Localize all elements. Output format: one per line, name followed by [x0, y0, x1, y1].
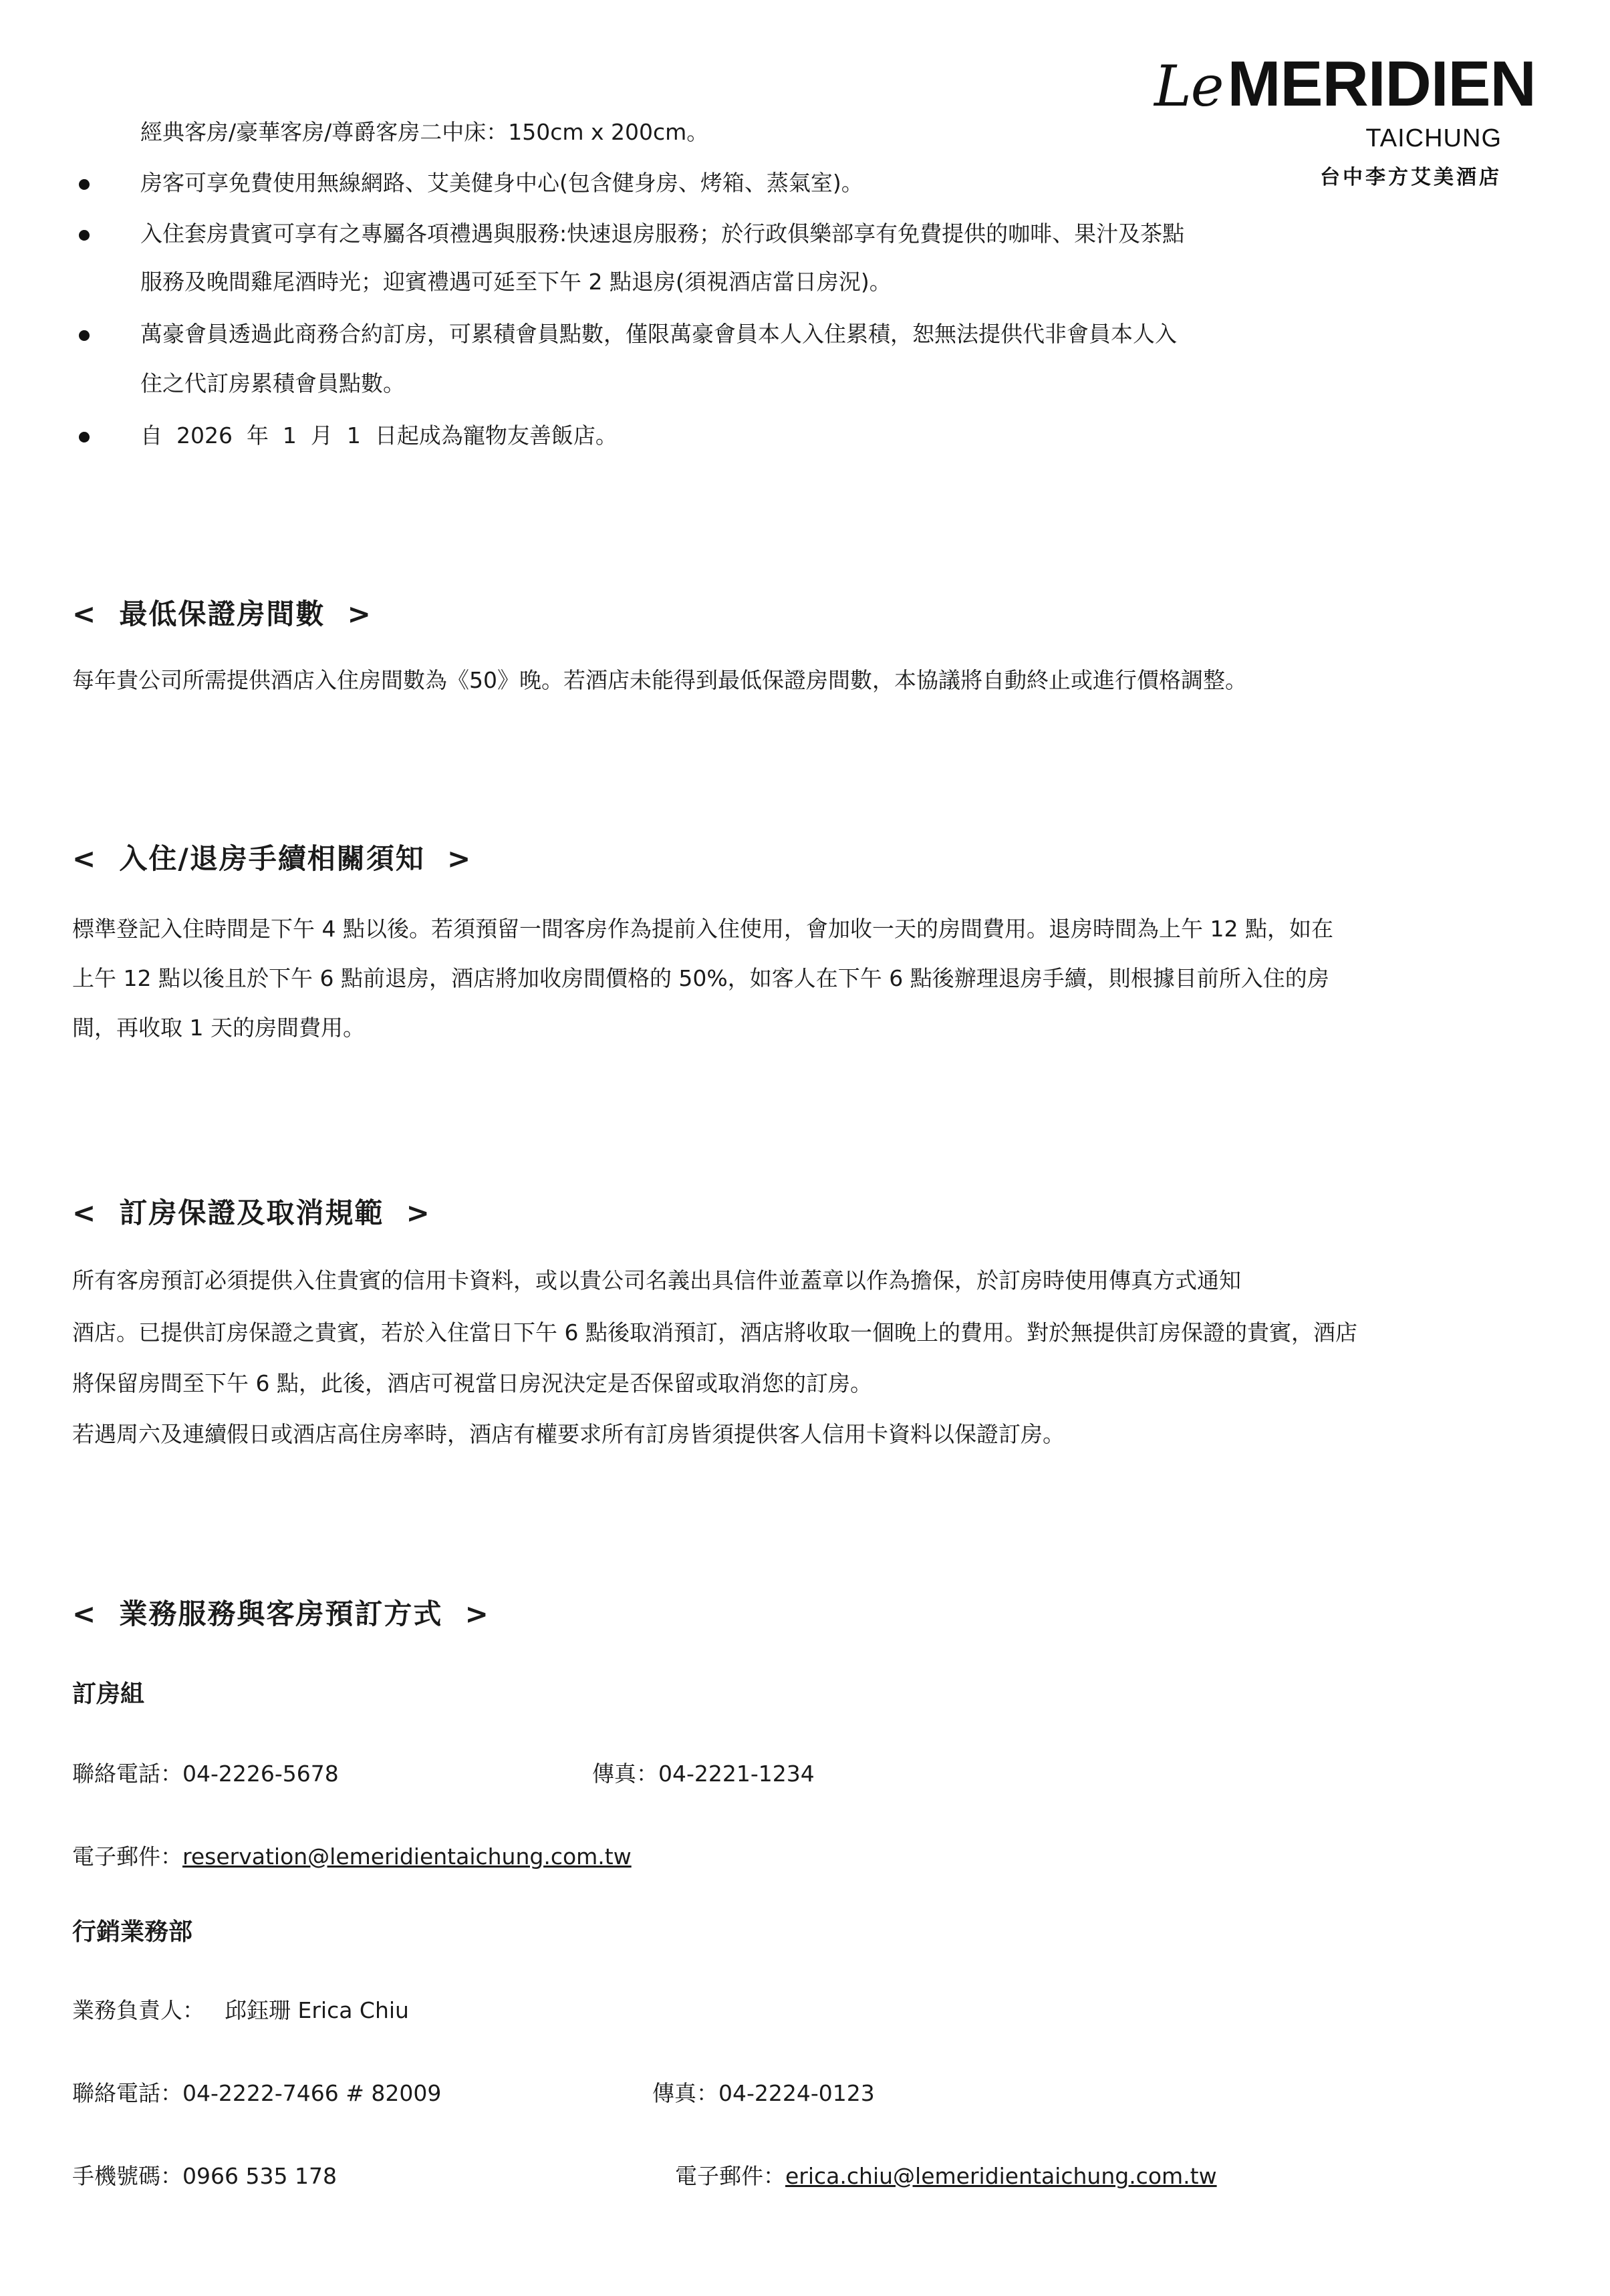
sales-phone — [72, 2080, 441, 2107]
bullet-dot — [79, 230, 90, 241]
reservation-email — [72, 1843, 632, 1870]
bullet-text-cont: 服務及晚間雞尾酒時光；迎賓禮遇可延至下午 2 點退房(須視酒店當日房況)。 — [140, 269, 892, 295]
manager-label: 業務負責人： — [72, 1997, 205, 2023]
sales-manager — [72, 1997, 409, 2024]
guarantee-text-line: 若遇周六及連續假日或酒店高住房率時，酒店有權要求所有訂房皆須提供客人信用卡資料以保證訂房。 — [72, 1421, 1065, 1447]
email-label: 電子郵件： — [72, 1843, 182, 1870]
bullet-text-cont: 住之代訂房累積會員點數。 — [140, 370, 405, 396]
bed-size-line: 經典客房/豪華客房/尊爵客房二中床：150cm x 200cm。 — [140, 119, 709, 145]
mobile-value: 0966 535 178 — [182, 2163, 337, 2189]
reservation-phone — [72, 1761, 339, 1787]
min-rooms-text: 每年貴公司所需提供酒店入住房間數為《50》晚。若酒店未能得到最低保證房間數，本協議將自動終止或進行價格調整。 — [72, 667, 1247, 693]
section-heading-min-rooms: < 最低保證房間數 > — [72, 598, 372, 630]
bullet-text: 自 2026 年 1 月 1 日起成為寵物友善飯店。 — [140, 422, 618, 449]
reservation-fax — [592, 1761, 815, 1787]
bullet-dot — [79, 330, 90, 341]
guarantee-text-line: 酒店。已提供訂房保證之貴賓，若於入住當日下午 6 點後取消預訂，酒店將收取一個晚上的費用。對於無提供訂房保證的貴賓，酒店 — [72, 1319, 1357, 1346]
guarantee-text-line: 將保留房間至下午 6 點，此後，酒店可視當日房況決定是否保留或取消您的訂房。 — [72, 1370, 872, 1396]
logo-city: TAICHUNG — [1365, 124, 1502, 152]
checkin-text-line: 標準登記入住時間是下午 4 點以後。若須預留一間客房作為提前入住使用，會加收一天的房間費用。退房時間為上午 12 點，如在 — [72, 916, 1333, 942]
bullet-text: 房客可享免費使用無線網路、艾美健身中心(包含健身房、烤箱、蒸氣室)。 — [140, 170, 863, 196]
logo-chinese-name: 台中李方艾美酒店 — [1320, 166, 1502, 189]
reservation-team-title: 訂房組 — [72, 1680, 145, 1708]
phone-label: 聯絡電話： — [72, 1761, 182, 1787]
reservation-email-link[interactable]: reservation@lemeridientaichung.com.tw — [182, 1843, 632, 1870]
fax-label: 傳真： — [652, 2080, 718, 2106]
checkin-text-line: 間，再收取 1 天的房間費用。 — [72, 1015, 365, 1041]
email-label: 電子郵件： — [675, 2163, 785, 2189]
section-heading-guarantee: < 訂房保證及取消規範 > — [72, 1196, 431, 1229]
sales-mobile — [72, 2163, 337, 2190]
section-heading-service: < 業務服務與客房預訂方式 > — [72, 1598, 490, 1630]
logo-le: Le — [1154, 53, 1224, 119]
guarantee-text-line: 所有客房預訂必須提供入住貴賓的信用卡資料，或以貴公司名義出具信件並蓋章以作為擔保，於訂房時使用傳真方式通知 — [72, 1267, 1241, 1293]
phone-label: 聯絡電話： — [72, 2080, 182, 2106]
fax-value: 04-2224-0123 — [718, 2080, 875, 2106]
logo-meridien: MERIDIEN — [1227, 48, 1536, 120]
section-heading-checkin: < 入住/退房手續相關須知 > — [72, 842, 473, 875]
sales-email — [675, 2163, 1217, 2190]
phone-value: 04-2222-7466 # 82009 — [182, 2080, 442, 2106]
logo-brand — [1154, 48, 1536, 120]
bullet-text: 萬豪會員透過此商務合約訂房，可累積會員點數，僅限萬豪會員本人入住累積，恕無法提供代非會員本人入 — [140, 321, 1177, 347]
fax-label: 傳真： — [592, 1761, 658, 1787]
sales-email-link[interactable]: erica.chiu@lemeridientaichung.com.tw — [785, 2163, 1217, 2189]
hotel-logo — [1154, 48, 1536, 190]
sales-dept-title: 行銷業務部 — [72, 1918, 193, 1946]
checkin-text-line: 上午 12 點以後且於下午 6 點前退房，酒店將加收房間價格的 50%，如客人在下午 6 點後辦理退房手續，則根據目前所入住的房 — [72, 965, 1329, 991]
bullet-text: 入住套房貴賓可享有之專屬各項禮遇與服務:快速退房服務；於行政俱樂部享有免費提供的咖啡、果汁及茶點 — [140, 221, 1185, 247]
sales-fax — [652, 2080, 875, 2107]
mobile-label: 手機號碼： — [72, 2163, 182, 2189]
bullet-dot — [79, 179, 90, 190]
bullet-dot — [79, 432, 90, 442]
phone-value: 04-2226-5678 — [182, 1761, 339, 1787]
manager-value: 邱鈺珊 Erica Chiu — [225, 1997, 409, 2023]
fax-value: 04-2221-1234 — [658, 1761, 815, 1787]
